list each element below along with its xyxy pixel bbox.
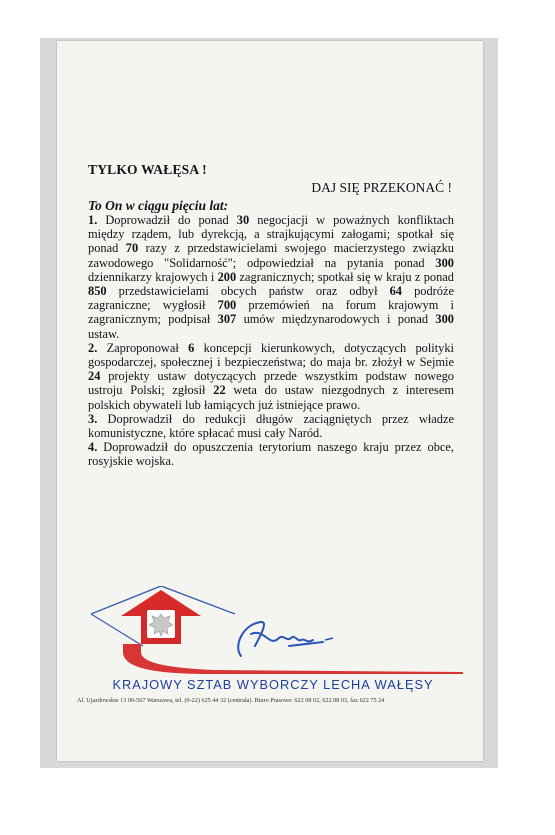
item-number: 2. bbox=[88, 340, 98, 355]
item-text: umów międzynarodowych i ponad bbox=[236, 312, 436, 327]
statistic-value: 22 bbox=[213, 383, 226, 398]
item-text: negocjacji w poważnych konfliktach między rządem, lub dyrekcją, a strajkującymi załogami; spotkał się ponad bbox=[88, 213, 455, 256]
statistic-value: 64 bbox=[389, 284, 402, 299]
leaflet-content bbox=[88, 162, 454, 469]
item-number: 4. bbox=[88, 440, 98, 455]
intro-line: To On w ciągu pięciu lat: bbox=[88, 198, 229, 213]
statistic-value: 307 bbox=[217, 312, 237, 327]
achievements-list bbox=[88, 213, 454, 469]
statistic-value: 200 bbox=[217, 269, 237, 284]
item-text: przedstawicielami obcych państw oraz odbył bbox=[106, 284, 390, 299]
item-text: podróże zagraniczne; wygłosił bbox=[88, 284, 454, 313]
leaflet-title: TYLKO WAŁĘSA ! bbox=[88, 162, 207, 177]
item-text: Doprowadził do ponad bbox=[97, 213, 237, 227]
item-text: Doprowadził do redukcji długów zaciągniętych przez władze komunistyczne, które spłacać musi cały Naród. bbox=[88, 411, 454, 441]
item-text: Zaproponował bbox=[97, 340, 189, 355]
achievement-item bbox=[88, 341, 454, 412]
leaflet-subtitle: DAJ SIĘ PRZEKONAĆ ! bbox=[311, 180, 452, 195]
signature-icon bbox=[238, 622, 323, 656]
item-text: koncepcji kierunkowych, dotyczących polityki gospodarczej, społecznej i bezpieczeństwa; do maja br. złożył w Sejmie bbox=[88, 340, 454, 370]
campaign-logo bbox=[83, 586, 463, 686]
statistic-value: 24 bbox=[88, 369, 101, 384]
achievement-item bbox=[88, 412, 454, 440]
achievement-item bbox=[88, 440, 454, 468]
item-text: Doprowadził do opuszczenia terytorium naszego kraju przez obce, rosyjskie wojska. bbox=[88, 440, 454, 469]
item-number: 1. bbox=[88, 213, 98, 227]
statistic-value: 300 bbox=[435, 312, 454, 327]
item-text: weta do ustaw niezgodnych z interesem polskich obywateli lub łamiących już istniejące prawo. bbox=[88, 383, 455, 412]
organization-name: KRAJOWY SZTAB WYBORCZY LECHA WAŁĘSY bbox=[112, 677, 434, 692]
statistic-value: 700 bbox=[217, 298, 237, 313]
statistic-value: 70 bbox=[125, 241, 139, 256]
item-text: ustaw. bbox=[88, 326, 120, 341]
item-text: projekty ustaw dotyczących przede wszystkim podstaw nowego ustroju Polski; zgłosił bbox=[88, 369, 454, 398]
polish-eagle-emblem-icon bbox=[147, 610, 175, 638]
item-text: dziennikarzy krajowych i bbox=[88, 269, 218, 284]
item-text: przemówień na forum krajowym i zagranicznym; podpisał bbox=[88, 298, 454, 327]
item-text: razy z przedstawicielami swojego macierzystego związku zawodowego "Solidarność"; odpowiedział na pytania ponad bbox=[88, 241, 454, 270]
item-text: zagranicznych; spotkał się w kraju z ponad bbox=[236, 269, 454, 284]
achievement-item bbox=[88, 213, 454, 341]
statistic-value: 300 bbox=[435, 255, 454, 270]
item-number: 3. bbox=[88, 411, 98, 426]
statistic-value: 30 bbox=[236, 213, 250, 227]
contact-address: Al. Ujazdowskie 13 00-567 Warszawa, tel. (0-22) 625 44 32 (centrala). Biuro Prasowe: 622 08 02, 622 08 03, fax 622 75 24 bbox=[77, 697, 385, 704]
footer bbox=[77, 677, 469, 704]
statistic-value: 850 bbox=[88, 284, 107, 299]
statistic-value: 6 bbox=[188, 340, 195, 355]
leaflet-sheet bbox=[57, 41, 483, 761]
